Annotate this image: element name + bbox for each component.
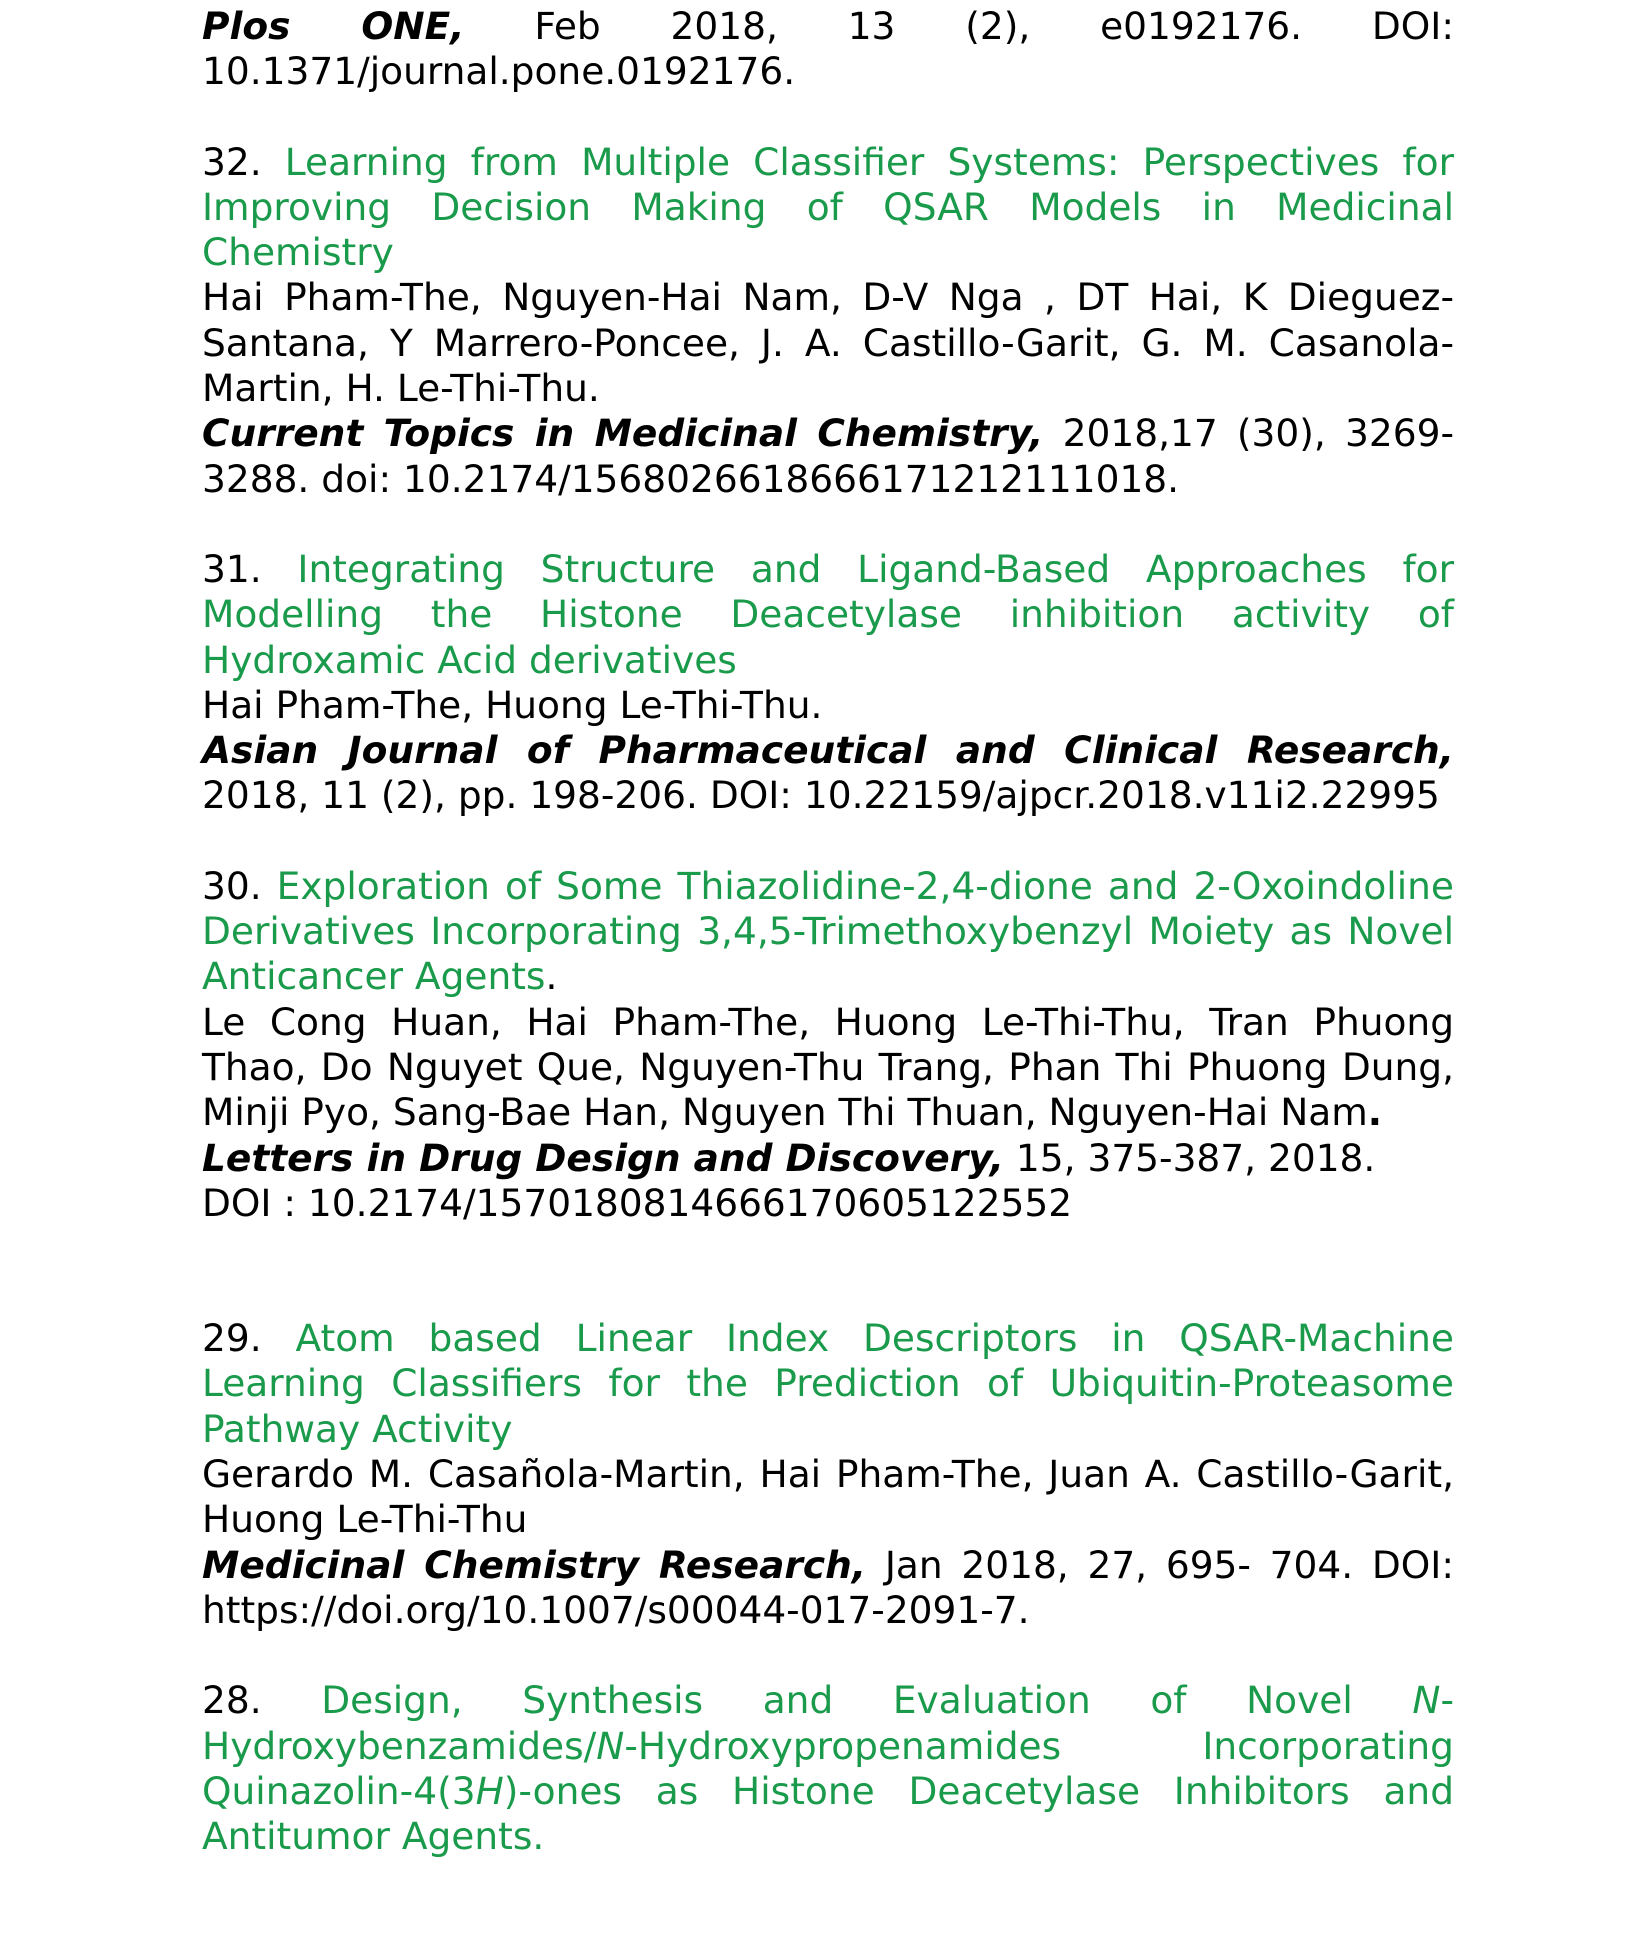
citation-details: 2018,17 (30), 3269-3288. doi: 10.2174/1568026618666171212111018. (202, 411, 1454, 501)
journal-name: Letters in Drug Design and Discovery, (202, 1135, 1004, 1180)
citation-details: Feb 2018, 13 (2), e0192176. DOI: 10.1371/journal.pone.0192176. (202, 4, 1454, 94)
journal-name: Current Topics in Medicinal Chemistry, (202, 411, 1044, 456)
entry-title-link[interactable] (202, 1678, 1454, 1858)
journal-name: Medicinal Chemistry Research, (202, 1542, 867, 1587)
entry-authors: Hai Pham-The, Nguyen-Hai Nam, D-V Nga , DT Hai, K Dieguez-Santana, Y Marrero-Poncee, J. A. Castillo-Garit, G. M. Casanola-Martin, H. Le-Thi-Thu. (202, 275, 1454, 411)
entry-title-link[interactable]: Learning from Multiple Classifier Systems: Perspectives for Improving Decision Making of QSAR Models in Medicinal Chemistry (202, 139, 1454, 275)
journal-name: Asian Journal of Pharmaceutical and Clinical Research, (202, 728, 1454, 773)
entry-title-line (202, 1316, 1454, 1452)
entry-title-line (202, 547, 1454, 683)
entry-authors: Hai Pham-The, Huong Le-Thi-Thu. (202, 682, 823, 727)
entry-number: 28. (202, 1678, 262, 1723)
authors-text: Le Cong Huan, Hai Pham-The, Huong Le-Thi-Thu, Tran Phuong Thao, Do Nguyet Que, Nguyen-Thu Trang, Phan Thi Phuong Dung, Minji Pyo, Sang-Bae Han, Nguyen Thi Thuan, Nguyen-Hai Nam (202, 999, 1454, 1135)
citation-details: 2018, 11 (2), pp. 198-206. DOI: 10.22159/ajpcr.2018.v11i2.22995 (202, 773, 1440, 818)
title-part: )-ones as Histone Deacetylase Inhibitors and Antitumor Agents. (202, 1768, 1454, 1859)
entry-28 (202, 1678, 1454, 1859)
entry-number: 29. (202, 1316, 262, 1361)
entry-authors: Gerardo M. Casañola-Martin, Hai Pham-The, Juan A. Castillo-Garit, Huong Le-Thi-Thu (202, 1452, 1454, 1542)
entry-number: 31. (202, 546, 262, 591)
title-part: -Hydroxybenzamides/ (202, 1678, 1455, 1768)
entry-number: 32. (202, 139, 262, 184)
entry-number: 30. (202, 863, 262, 908)
entry-top-fragment (202, 4, 1454, 95)
journal-name: Plos ONE, (202, 4, 465, 48)
citation-line (202, 728, 1454, 819)
entry-authors (202, 1000, 1454, 1136)
entry-31 (202, 547, 1454, 819)
citation-details: 15, 375-387, 2018. (1003, 1135, 1376, 1180)
title-part: Design, Synthesis and Evaluation of Novel (321, 1678, 1413, 1723)
citation-doi: DOI : 10.2174/1570180814666170605122552 (202, 1180, 1073, 1225)
citation-line (202, 411, 1454, 502)
title-part-italic: N (596, 1723, 625, 1768)
entry-title-link[interactable]: Integrating Structure and Ligand-Based Approaches for Modelling the Histone Deacetylase inhibition activity of Hydroxamic Acid derivatives (202, 546, 1455, 682)
title-part: -Hydroxypropenamides Incorporating Quinazolin-4(3 (202, 1723, 1454, 1813)
citation-line (202, 1136, 1454, 1181)
entry-title-line (202, 140, 1454, 276)
citation-details: Jan 2018, 27, 695- 704. DOI: https://doi.org/10.1007/s00044-017-2091-7. (202, 1542, 1454, 1632)
entry-title-line (202, 1678, 1454, 1859)
title-part-italic: H (475, 1768, 504, 1813)
title-period: . (545, 954, 558, 999)
authors-period: . (1367, 1090, 1383, 1135)
citation-line (202, 4, 1454, 95)
entry-title-link[interactable]: Exploration of Some Thiazolidine-2,4-dione and 2-Oxoindoline Derivatives Incorporating 3,4,5-Trimethoxybenzyl Moiety as Novel Anticancer Agents (202, 863, 1454, 999)
entry-29 (202, 1316, 1454, 1633)
entry-32 (202, 140, 1454, 502)
entry-30 (202, 864, 1454, 1226)
citation-line (202, 1543, 1454, 1634)
entry-title-link[interactable]: Atom based Linear Index Descriptors in QSAR-Machine Learning Classifiers for the Prediction of Ubiquitin-Proteasome Pathway Activity (202, 1316, 1454, 1451)
publication-list (202, 4, 1454, 1859)
entry-title-line (202, 864, 1454, 1000)
title-part-italic: N (1412, 1678, 1441, 1723)
